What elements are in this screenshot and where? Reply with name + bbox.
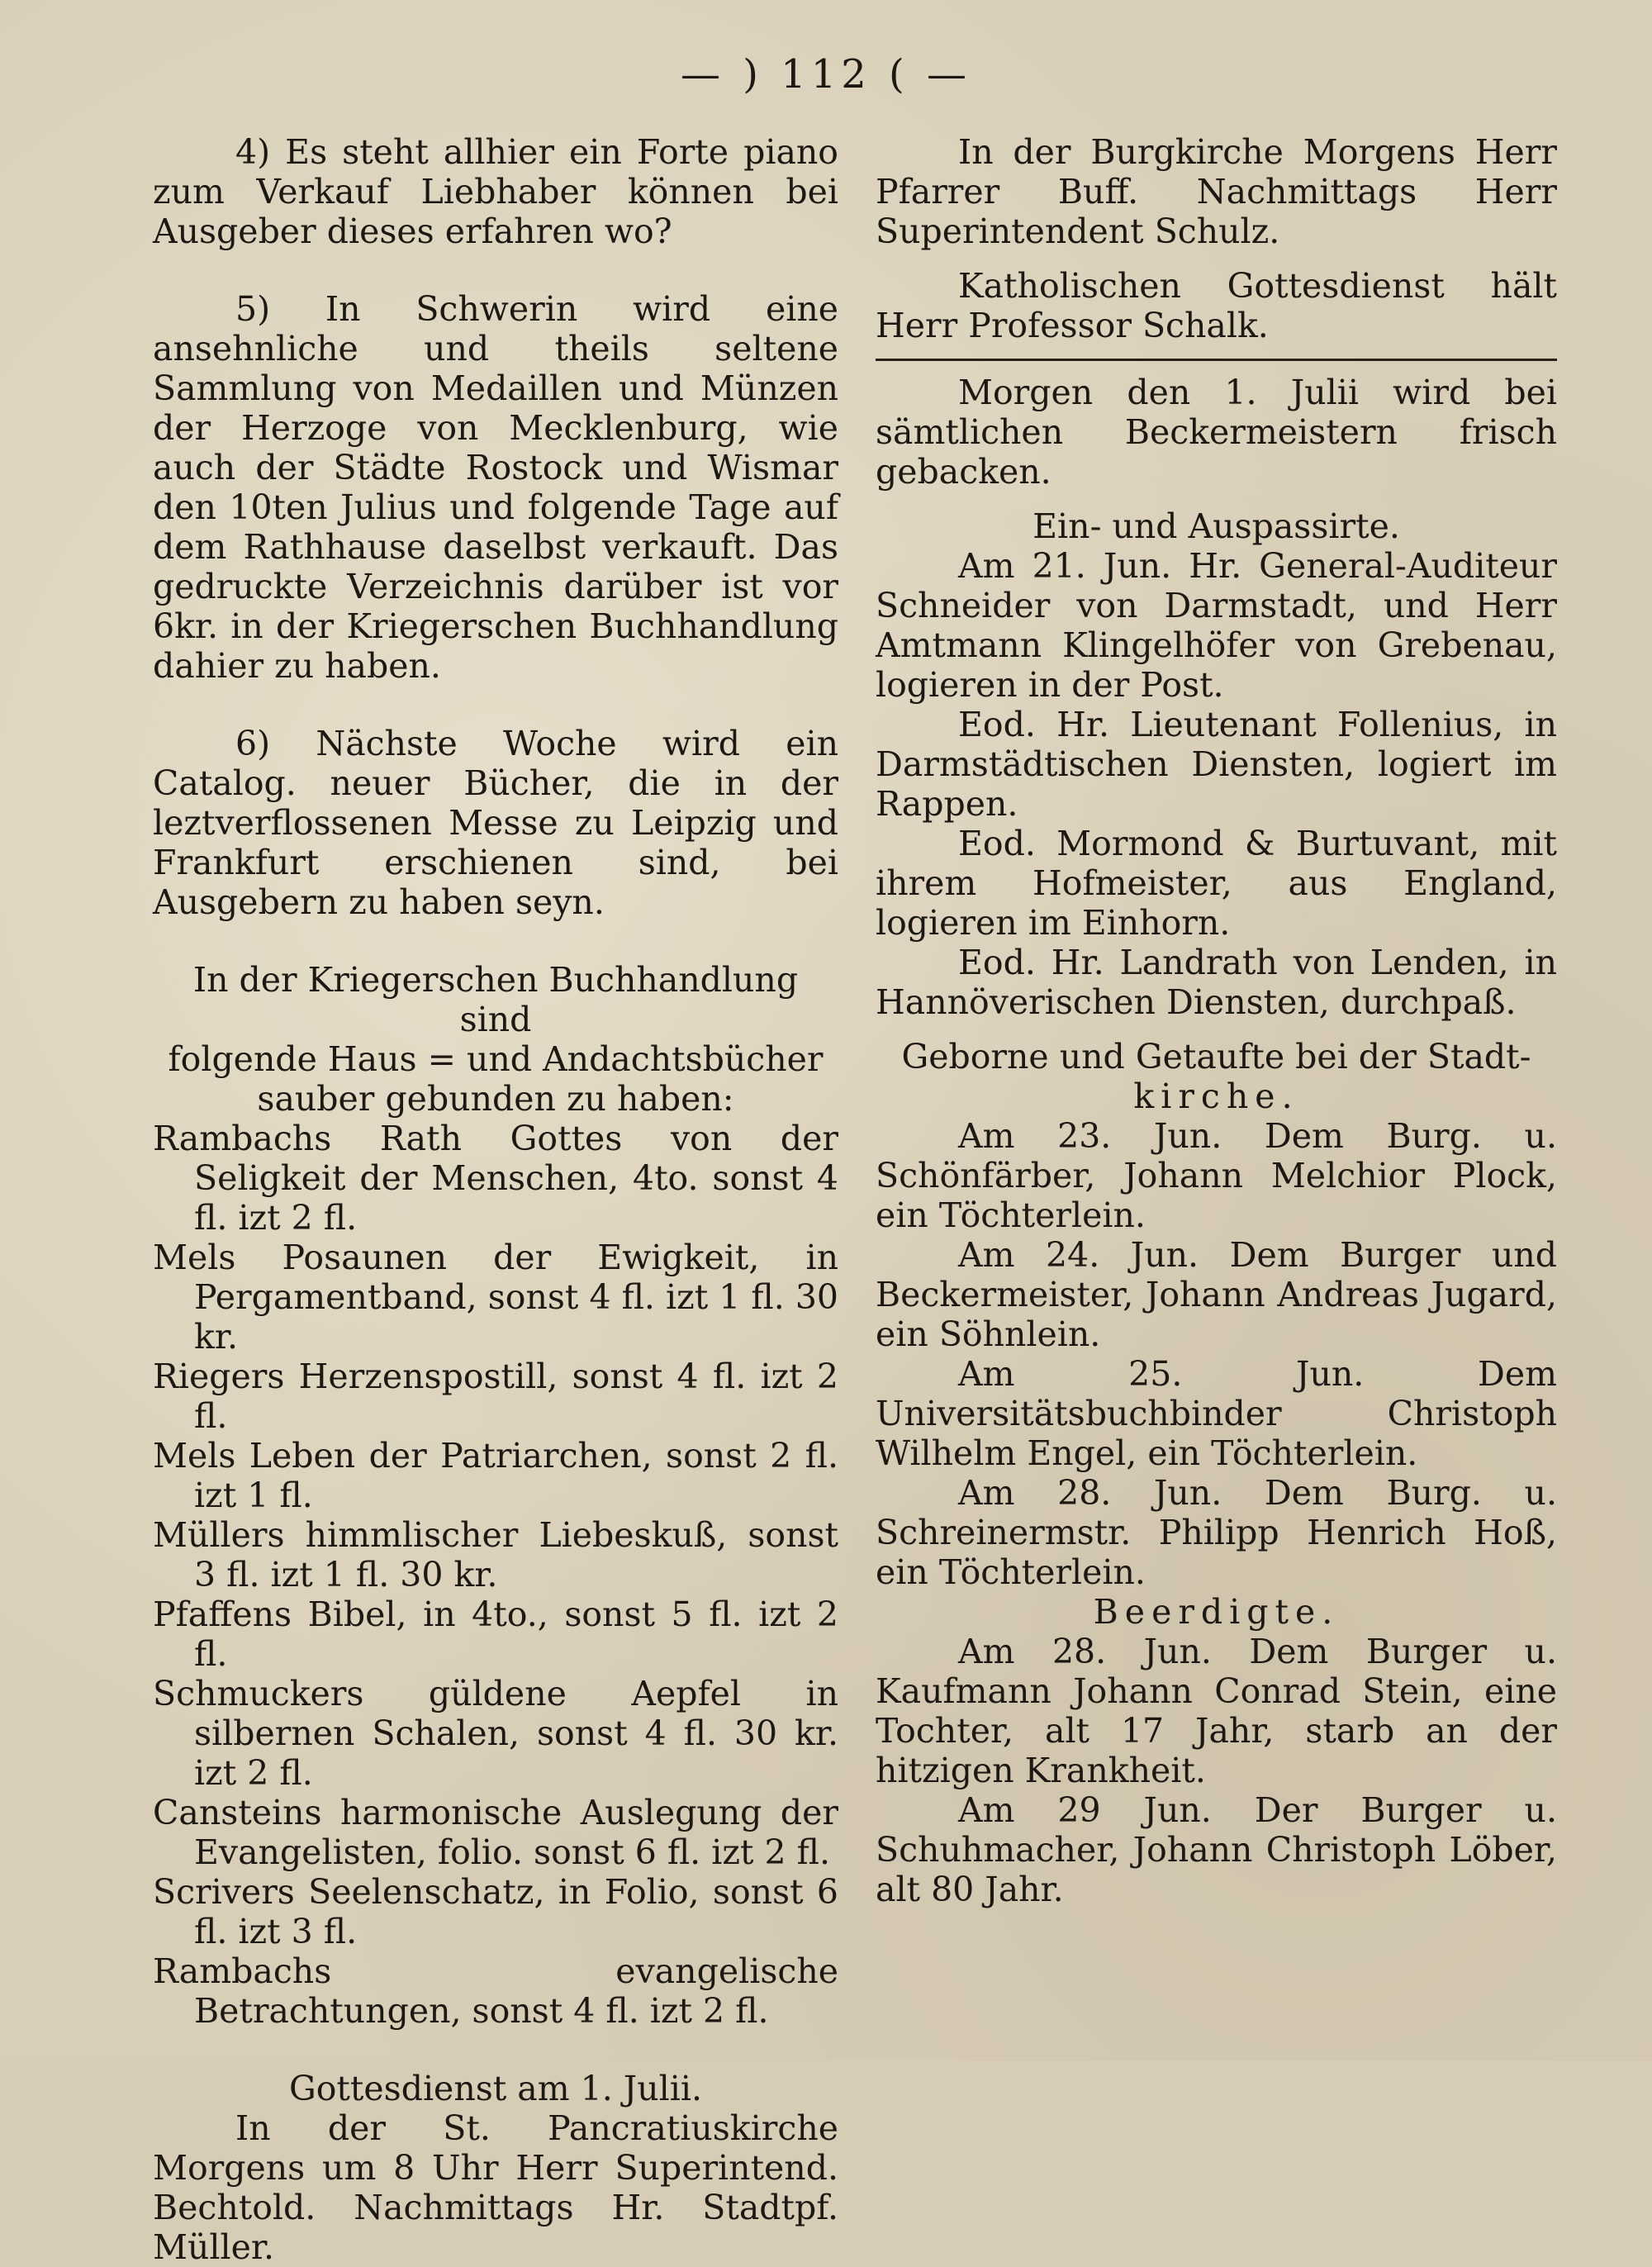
book-item: Mels Leben der Patriarchen, sonst 2 fl. izt 1 fl. bbox=[153, 1436, 838, 1515]
birth-entry: Am 23. Jun. Dem Burg. u. Schönfärber, Johann Melchior Plock, ein Töchterlein. bbox=[876, 1116, 1557, 1235]
notice-book-catalog: 6) Nächste Woche wird ein Catalog. neuer Bücher, die in der leztverflossenen Messe zu Leipzig und Frankfurt erschienen sind, bei Ausgebern zu haben seyn. bbox=[153, 724, 838, 922]
birth-entry: Am 25. Jun. Dem Universitätsbuchbinder Christoph Wilhelm Engel, ein Töchterlein. bbox=[876, 1354, 1557, 1473]
book-item: Rambachs Rath Gottes von der Seligkeit der Menschen, 4to. sonst 4 fl. izt 2 fl. bbox=[153, 1119, 838, 1238]
book-item: Mels Posaunen der Ewigkeit, in Pergamentband, sonst 4 fl. izt 1 fl. 30 kr. bbox=[153, 1238, 838, 1357]
service-heading: Gottesdienst am 1. Julii. bbox=[289, 2069, 702, 2108]
births-heading-line-2: kirche. bbox=[1133, 1076, 1299, 1116]
notice-forte-piano: 4) Es steht allhier ein Forte piano zum Verkauf Liebhaber können bei Ausgeber dieses erfahren wo? bbox=[153, 132, 838, 251]
notice-schwerin-coins: 5) In Schwerin wird eine ansehnliche und theils seltene Sammlung von Medaillen und Münzen der Herzoge von Mecklenburg, wie auch der Städte Rostock und Wismar den 10ten Julius und folgende Tage auf dem Rathhause daselbst verkauft. Das gedruckte Verzeichnis darüber ist vor 6kr. in der Kriegerschen Buchhandlung dahier zu haben. bbox=[153, 289, 838, 686]
service-catholic: Katholischen Gottesdienst hält Herr Professor Schalk. bbox=[876, 266, 1557, 345]
book-item: Scrivers Seelenschatz, in Folio, sonst 6 fl. izt 3 fl. bbox=[153, 1872, 838, 1951]
right-column bbox=[876, 132, 1557, 1909]
book-item: Rambachs evangelische Betrachtungen, sonst 4 fl. izt 2 fl. bbox=[153, 1951, 838, 2031]
burial-entry: Am 29 Jun. Der Burger u. Schuhmacher, Johann Christoph Löber, alt 80 Jahr. bbox=[876, 1790, 1557, 1909]
book-item: Cansteins harmonische Auslegung der Evangelisten, folio. sonst 6 fl. izt 2 fl. bbox=[153, 1793, 838, 1872]
traveler-entry: Eod. Hr. Lieutenant Follenius, in Darmstädtischen Diensten, logiert im Rappen. bbox=[876, 705, 1557, 824]
book-item: Riegers Herzenspostill, sonst 4 fl. izt 2 fl. bbox=[153, 1357, 838, 1436]
book-item: Pfaffens Bibel, in 4to., sonst 5 fl. izt 2 fl. bbox=[153, 1595, 838, 1674]
books-heading-line-1: In der Kriegerschen Buchhandlung sind bbox=[192, 960, 799, 1039]
book-item: Müllers himmlischer Liebeskuß, sonst 3 fl. izt 1 fl. 30 kr. bbox=[153, 1515, 838, 1595]
traveler-entry: Am 21. Jun. Hr. General-Auditeur Schneider von Darmstadt, und Herr Amtmann Klingelhöfer von Grebenau, logieren in der Post. bbox=[876, 546, 1557, 705]
traveler-entry: Eod. Hr. Landrath von Lenden, in Hannöverischen Diensten, durchpaß. bbox=[876, 943, 1557, 1022]
service-pancratiuskirche: In der St. Pancratiuskirche Morgens um 8 Uhr Herr Superintend. Bechtold. Nachmittags Hr. Stadtpf. Müller. bbox=[153, 2108, 838, 2267]
left-column bbox=[153, 132, 838, 2267]
book-item: Schmuckers güldene Aepfel in silbernen Schalen, sonst 4 fl. 30 kr. izt 2 fl. bbox=[153, 1674, 838, 1793]
service-burgkirche: In der Burgkirche Morgens Herr Pfarrer Buff. Nachmittags Herr Superintendent Schulz. bbox=[876, 132, 1557, 251]
burials-heading: Beerdigte. bbox=[1093, 1592, 1340, 1632]
page-number: — ) 112 ( — bbox=[680, 51, 972, 97]
section-divider bbox=[876, 359, 1557, 361]
notice-bakers: Morgen den 1. Julii wird bei sämtlichen Beckermeistern frisch gebacken. bbox=[876, 373, 1557, 492]
birth-entry: Am 24. Jun. Dem Burger und Beckermeister, Johann Andreas Jugard, ein Söhnlein. bbox=[876, 1235, 1557, 1354]
books-heading-line-3: sauber gebunden zu haben: bbox=[257, 1079, 734, 1119]
burial-entry: Am 28. Jun. Dem Burger u. Kaufmann Johann Conrad Stein, eine Tochter, alt 17 Jahr, starb an der hitzigen Krankheit. bbox=[876, 1632, 1557, 1790]
travelers-heading: Ein- und Auspassirte. bbox=[1032, 506, 1400, 546]
books-heading-line-2: folgende Haus = und Andachtsbücher bbox=[168, 1039, 824, 1079]
traveler-entry: Eod. Mormond & Burtuvant, mit ihrem Hofmeister, aus England, logieren im Einhorn. bbox=[876, 824, 1557, 943]
births-heading-line-1: Geborne und Getaufte bei der Stadt- bbox=[901, 1037, 1531, 1076]
birth-entry: Am 28. Jun. Dem Burg. u. Schreinermstr. Philipp Henrich Hoß, ein Töchterlein. bbox=[876, 1473, 1557, 1592]
